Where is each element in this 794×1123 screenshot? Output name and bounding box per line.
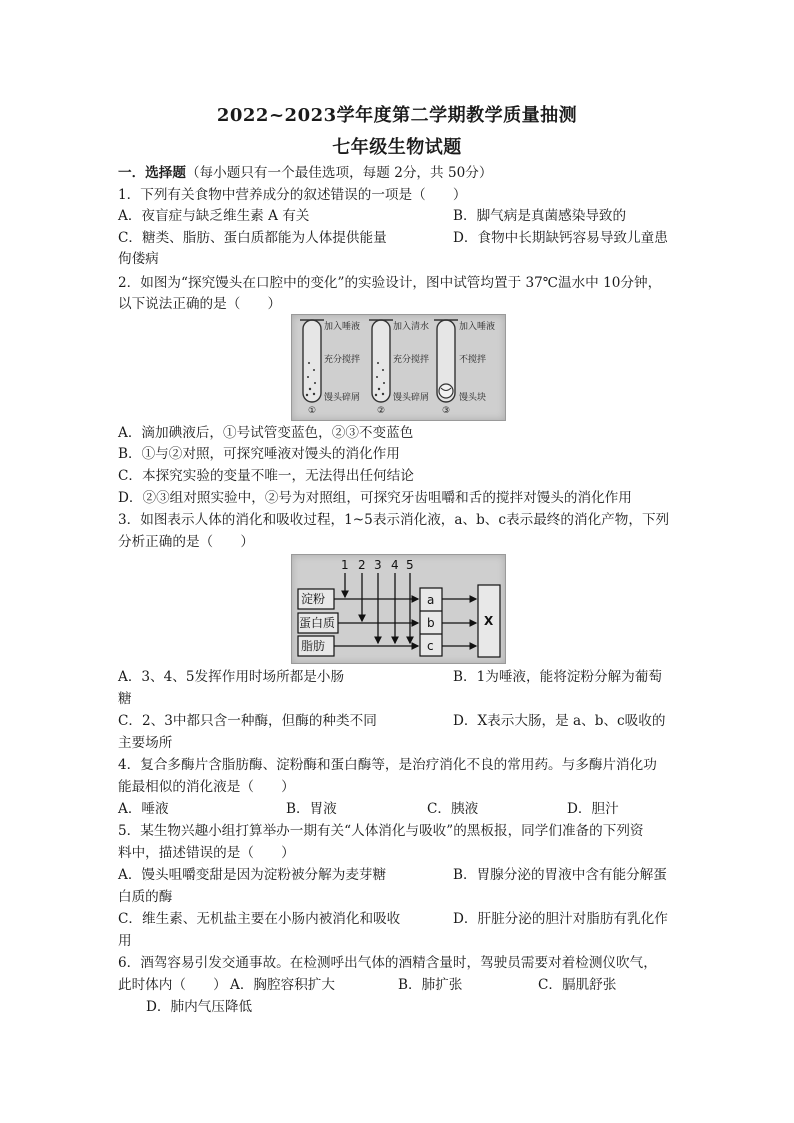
q6-stem-line2: 此时体内（ ） [118, 977, 227, 993]
q3-stem-line1: 3．如图表示人体的消化和吸收过程，1~5表示消化液，a、b、c表示最终的消化产物，下列 [118, 512, 670, 528]
exam-subtitle: 七年级生物试题 [332, 137, 462, 158]
q6-stem-line1: 6．酒驾容易引发交通事故。在检测呼出气体的酒精含量时，驾驶员需要对着检测仪吹气， [118, 955, 657, 971]
row-protein: 蛋白质 [299, 616, 336, 630]
tube-2-top-label: 加入清水 [393, 322, 430, 332]
tube-3-bottom-label: 馒头块 [459, 393, 487, 403]
digestive-juice-4: 4 [391, 558, 399, 572]
q5-stem-line2: 料中，描述错误的是（ ） [118, 845, 295, 861]
q5-option-b: B．胃腺分泌的胃液中含有能分解蛋 [453, 867, 667, 883]
q2-test-tube-figure [291, 314, 506, 421]
q3-option-d: D．X表示大肠，是 a、b、c吸收的 [453, 713, 666, 729]
tube-1-number: ① [308, 406, 317, 416]
q5-stem-line1: 5．某生物兴趣小组打算举办一期有关“人体消化与吸收”的黑板报，同学们准备的下列资 [118, 823, 644, 839]
q3-digestion-figure [291, 554, 506, 664]
digestive-juice-1: 1 [341, 558, 349, 572]
digestive-juice-2: 2 [358, 558, 366, 572]
q4-option-c: C．胰液 [427, 801, 479, 817]
q5-option-d-cont: 用 [118, 933, 132, 949]
q5-option-d: D．肝脏分泌的胆汁对脂肪有乳化作 [453, 911, 668, 927]
q2-option-c: C．本探究实验的变量不唯一，无法得出任何结论 [118, 468, 414, 484]
q3-option-b-cont: 糖 [118, 691, 132, 707]
q1-option-c: C．糖类、脂肪、蛋白质都能为人体提供能量 [118, 230, 387, 246]
tube-2-bottom-label: 馒头碎屑 [393, 393, 430, 403]
q1-stem: 1．下列有关食物中营养成分的叙述错误的一项是（ ） [118, 187, 467, 203]
q3-stem-line2: 分析正确的是（ ） [118, 534, 254, 550]
q6-option-b: B．肺扩张 [398, 977, 463, 993]
tube-2-number: ② [377, 406, 386, 416]
q5-option-b-cont: 白质的酶 [118, 889, 173, 905]
q4-option-d: D．胆汁 [567, 801, 619, 817]
tube-3 [434, 320, 458, 402]
row-fat: 脂肪 [301, 639, 326, 653]
q6-option-a: A．胸腔容积扩大 [230, 977, 335, 993]
section-label: 一．选择题 [118, 165, 186, 181]
q4-stem-line2: 能最相似的消化液是（ ） [118, 779, 295, 795]
q2-option-b: B．①与②对照，可探究唾液对馒头的消化作用 [118, 446, 400, 462]
q3-option-b: B．1为唾液，能将淀粉分解为葡萄 [453, 669, 662, 685]
q1-option-d: D．食物中长期缺钙容易导致儿童患 [453, 230, 668, 246]
tube-3-number: ③ [442, 406, 451, 416]
q2-stem-line1: 2．如图为“探究馒头在口腔中的变化”的实验设计，图中试管均置于 37℃温水中 10分钟， [118, 275, 662, 291]
digestive-juice-3: 3 [374, 558, 382, 572]
organ-x-label: X [484, 614, 494, 628]
q1-option-d-cont: 佝偻病 [118, 251, 159, 267]
product-a: a [427, 593, 435, 607]
tube-1-mid-label: 充分搅拌 [324, 355, 361, 365]
tube-3-top-label: 加入唾液 [459, 322, 496, 332]
q2-option-d: D．②③组对照实验中，②号为对照组，可探究牙齿咀嚼和舌的搅拌对馒头的消化作用 [118, 490, 632, 506]
q5-option-a: A．馒头咀嚼变甜是因为淀粉被分解为麦芽糖 [118, 867, 387, 883]
tube-3-mid-label: 不搅拌 [459, 355, 487, 365]
q5-option-c: C．维生素、无机盐主要在小肠内被消化和吸收 [118, 911, 401, 927]
q3-option-c: C．2、3中都只含一种酶，但酶的种类不同 [118, 713, 377, 729]
tube-1 [300, 320, 324, 402]
q2-stem-line2: 以下说法正确的是（ ） [118, 296, 282, 312]
q4-option-b: B．胃液 [286, 801, 337, 817]
q4-option-a: A．唾液 [118, 801, 169, 817]
digestive-juice-5: 5 [406, 558, 414, 572]
q1-option-a: A．夜盲症与缺乏维生素 A 有关 [118, 208, 310, 224]
product-b: b [427, 616, 435, 630]
tube-1-top-label: 加入唾液 [324, 322, 361, 332]
q3-option-d-cont: 主要场所 [118, 735, 173, 751]
exam-title: 2022~2023学年度第二学期教学质量抽测 [216, 105, 578, 126]
q2-option-a: A．滴加碘液后，①号试管变蓝色，②③不变蓝色 [118, 425, 414, 441]
tube-2 [369, 320, 393, 402]
q6-option-c: C．膈肌舒张 [538, 977, 617, 993]
section-note: （每小题只有一个最佳选项，每题 2分，共 50分） [185, 165, 493, 181]
tube-2-mid-label: 充分搅拌 [393, 355, 430, 365]
q3-option-a: A．3、4、5发挥作用时场所都是小肠 [118, 669, 345, 685]
q4-stem-line1: 4．复合多酶片含脂肪酶、淀粉酶和蛋白酶等，是治疗消化不良的常用药。与多酶片消化功 [118, 757, 657, 773]
row-starch: 淀粉 [301, 592, 326, 606]
product-c: c [427, 639, 434, 653]
tube-1-bottom-label: 馒头碎屑 [324, 393, 361, 403]
q1-option-b: B．脚气病是真菌感染导致的 [453, 208, 627, 224]
q6-option-d: D．肺内气压降低 [146, 999, 253, 1015]
section-heading [118, 163, 492, 183]
